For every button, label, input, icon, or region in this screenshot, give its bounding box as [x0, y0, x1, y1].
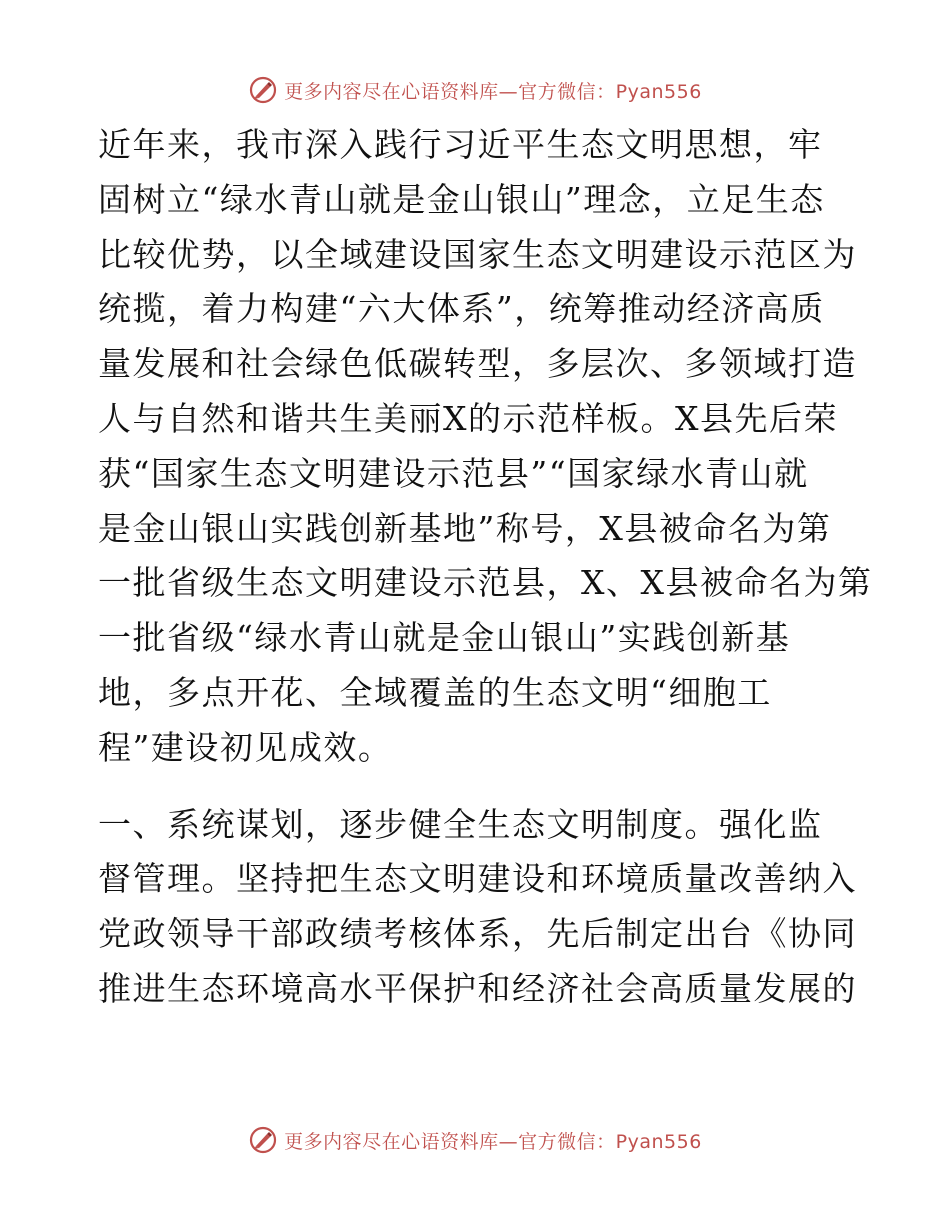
- text-line: 地，多点开花、全域覆盖的生态文明“细胞工: [98, 672, 772, 712]
- header-watermark: [0, 70, 950, 110]
- text-line: 程”建设初见成效。: [98, 727, 393, 767]
- watermark-text: 更多内容尽在心语资料库—官方微信：Pyan556: [284, 1130, 702, 1153]
- text-line: 统揽，着力构建“六大体系”，统筹推动经济高质: [98, 289, 825, 329]
- text-line: 一批省级“绿水青山就是金山银山”实践创新基: [98, 618, 791, 658]
- text-line: 一、系统谋划，逐步健全生态文明制度。强化监: [98, 804, 823, 844]
- text-line: 量发展和社会绿色低碳转型，多层次、多领域打造: [98, 344, 857, 384]
- text-line: 推进生态环境高水平保护和经济社会高质量发展的: [98, 968, 857, 1008]
- text-line: 人与自然和谐共生美丽X的示范样板。X县先后荣: [98, 398, 838, 438]
- pen-circle-logo-icon: [248, 75, 278, 105]
- text-line: 一批省级生态文明建设示范县，X、X县被命名为第: [98, 563, 873, 603]
- paragraph-gap: [98, 776, 858, 798]
- pen-circle-logo-icon: [248, 1125, 278, 1155]
- text-line: 获“国家生态文明建设示范县”“国家绿水青山就: [98, 453, 809, 493]
- paragraph-intro: [98, 118, 873, 776]
- text-line: 督管理。坚持把生态文明建设和环境质量改善纳入: [98, 859, 857, 899]
- watermark-text: 更多内容尽在心语资料库—官方微信：Pyan556: [284, 80, 702, 103]
- text-line: 是金山银山实践创新基地”称号，X县被命名为第: [98, 508, 832, 548]
- text-line: 固树立“绿水青山就是金山银山”理念，立足生态: [98, 179, 825, 219]
- text-line: 近年来，我市深入践行习近平生态文明思想，牢: [98, 125, 823, 164]
- footer-watermark: [0, 1120, 950, 1160]
- text-line: 比较优势，以全域建设国家生态文明建设示范区为: [98, 234, 857, 274]
- document-body: [98, 118, 873, 1017]
- paragraph-section-one: [98, 798, 858, 1017]
- text-line: 党政领导干部政绩考核体系，先后制定出台《协同: [98, 914, 857, 954]
